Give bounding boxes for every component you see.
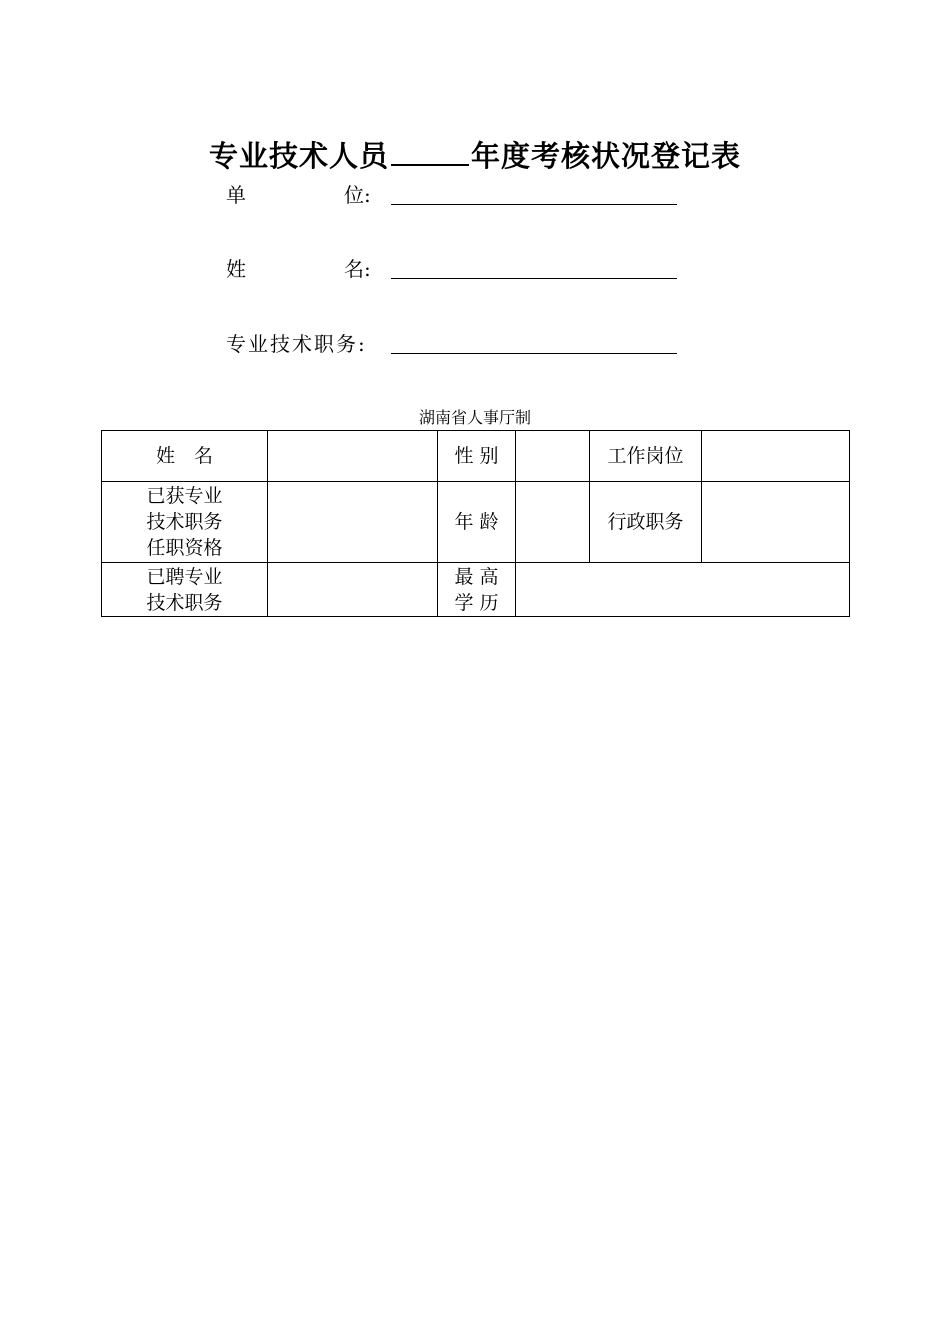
education-value-cell[interactable] <box>516 563 850 617</box>
issuer-note: 湖南省人事厅制 <box>418 408 531 427</box>
gender-header-cell: 性 别 <box>438 431 516 482</box>
qualification-line: 任职资格 <box>146 537 223 559</box>
age-value-cell[interactable] <box>516 482 590 563</box>
position-label: 专业技术职务: <box>226 332 367 356</box>
appointed-header-cell <box>102 563 268 617</box>
education-line: 最 高 <box>454 565 499 588</box>
name-input-line[interactable] <box>391 278 677 279</box>
unit-label-last: 位: <box>344 183 371 207</box>
admin-post-value-cell[interactable] <box>702 482 850 563</box>
gender-value-cell[interactable] <box>516 431 590 482</box>
unit-label-first: 单 <box>226 183 246 207</box>
name-label-last: 名: <box>344 257 371 281</box>
table-row <box>102 482 850 563</box>
appointed-line: 技术职务 <box>146 591 223 614</box>
job-post-header-cell: 工作岗位 <box>590 431 702 482</box>
unit-label <box>226 180 386 210</box>
year-blank <box>391 136 469 166</box>
name-header-cell: 姓 名 <box>102 431 268 482</box>
table-row <box>102 563 850 617</box>
qualification-value-cell[interactable] <box>268 482 438 563</box>
name-label <box>226 254 386 284</box>
table-row <box>102 431 850 482</box>
form-title-suffix: 年度考核状况登记表 <box>471 139 742 173</box>
unit-input-line[interactable] <box>391 204 677 205</box>
education-header-cell <box>438 563 516 617</box>
appointed-line: 已聘专业 <box>146 565 223 588</box>
form-title-prefix: 专业技术人员 <box>208 139 389 173</box>
position-input-line[interactable] <box>391 353 677 354</box>
admin-post-header-cell: 行政职务 <box>590 482 702 563</box>
name-label-first: 姓 <box>226 257 246 281</box>
age-header-cell: 年 龄 <box>438 482 516 563</box>
appointed-value-cell[interactable] <box>268 563 438 617</box>
qualification-header-cell <box>102 482 268 563</box>
qualification-line: 技术职务 <box>146 511 223 533</box>
job-post-value-cell[interactable] <box>702 431 850 482</box>
form-title <box>0 134 950 175</box>
info-table <box>101 430 850 617</box>
education-line: 学 历 <box>454 591 499 614</box>
qualification-line: 已获专业 <box>146 485 223 507</box>
name-value-cell[interactable] <box>268 431 438 482</box>
